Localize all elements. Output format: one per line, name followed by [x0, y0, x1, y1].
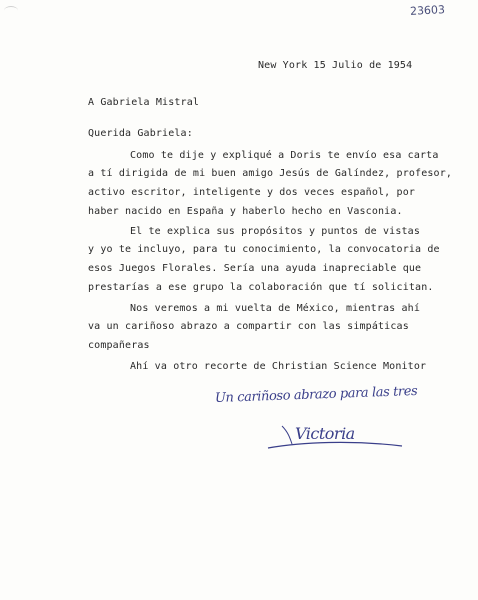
- recipient: A Gabriela Mistral: [88, 97, 200, 108]
- body-line: Nos veremos a mi vuelta de México, mientras ahí: [130, 303, 421, 314]
- body-line: va un cariñoso abrazo a compartir con las simpáticas: [88, 321, 409, 332]
- body-line: Como te dije y expliqué a Doris te envío esa carta: [130, 150, 439, 161]
- signature: Victoria: [295, 424, 355, 443]
- body-line: a tí dirigida de mi buen amigo Jesús de Galíndez, profesor,: [88, 168, 453, 179]
- corner-mark: [4, 6, 18, 15]
- body-line: compañeras: [88, 340, 150, 351]
- postscript-line: Ahí va otro recorte de Christian Science Monitor: [130, 361, 427, 372]
- handwritten-note: Un cariñoso abrazo para las tres: [214, 383, 418, 406]
- body-line: activo escritor, inteligente y dos veces español, por: [88, 187, 416, 198]
- body-line: y yo te incluyo, para tu conocimiento, la convocatoria de: [88, 244, 440, 255]
- salutation: Querida Gabriela:: [88, 128, 193, 139]
- archive-number: 23603: [409, 3, 446, 18]
- body-line: haber nacido en España y haberlo hecho en Vasconia.: [88, 206, 403, 217]
- place-date: New York 15 Julio de 1954: [258, 60, 413, 71]
- body-line: El te explica sus propósitos y puntos de vistas: [130, 226, 421, 237]
- body-line: esos Juegos Florales. Sería una ayuda inapreciable que: [88, 263, 422, 274]
- body-line: prestarías a ese grupo la colaboración que tí solicitan.: [88, 282, 434, 293]
